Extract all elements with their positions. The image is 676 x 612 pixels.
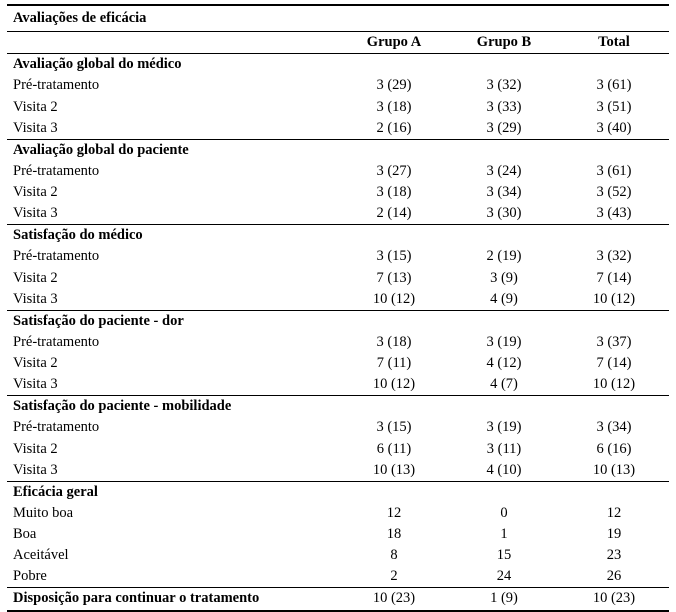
section-title-row: [7, 54, 669, 76]
row-value-grupo-a: 10 (12): [372, 376, 416, 393]
section-title-row: [7, 481, 669, 503]
row-value-grupo-a: 3 (29): [376, 77, 412, 94]
row-value-grupo-a: 3 (15): [376, 419, 412, 436]
row-value-grupo-b: 1: [500, 526, 508, 542]
row-value-grupo-b: 4 (9): [490, 290, 518, 307]
row-value-grupo-a: 3 (18): [376, 184, 412, 200]
row-value-grupo-a: 10 (12): [372, 290, 416, 307]
row-label: Pré-tratamento: [13, 419, 100, 436]
row-value-grupo-b: 4 (7): [490, 376, 518, 393]
final-row-value-grupo-b: 1 (9): [449, 588, 559, 611]
final-row-value-total: 10 (23): [559, 588, 669, 611]
row-value-total: 3 (61): [596, 162, 632, 179]
table-row: [7, 161, 669, 182]
row-value-grupo-a: 8: [390, 547, 398, 564]
table-row: [7, 118, 669, 140]
table-row: [7, 374, 669, 396]
section-title: Satisfação do paciente - dor: [7, 310, 339, 332]
row-label: Pobre: [13, 568, 47, 585]
row-value-total: 7 (14): [596, 269, 632, 286]
row-value-grupo-b: 3 (33): [486, 98, 522, 115]
table-row: [7, 75, 669, 96]
section-filler-b: [449, 396, 559, 418]
row-label: Visita 2: [13, 98, 58, 115]
row-label: Visita 3: [13, 205, 58, 222]
row-value-total: 26: [606, 568, 622, 585]
row-label: Visita 2: [13, 269, 58, 286]
section-filler-a: [339, 481, 449, 503]
section-filler-total: [559, 139, 669, 161]
caption-filler-total: [559, 5, 669, 32]
section-title-row: [7, 310, 669, 332]
section-filler-b: [449, 481, 559, 503]
section-title: Avaliação global do médico: [7, 54, 339, 76]
final-row-value-grupo-a: 10 (23): [339, 588, 449, 611]
row-value-grupo-a: 10 (13): [372, 461, 416, 478]
section-filler-a: [339, 139, 449, 161]
row-value-total: 3 (40): [596, 119, 632, 136]
section-filler-total: [559, 396, 669, 418]
row-value-grupo-b: 4 (10): [486, 461, 522, 478]
row-value-total: 7 (14): [596, 355, 632, 371]
table-row: [7, 545, 669, 566]
row-label: Muito boa: [13, 504, 74, 521]
row-value-grupo-b: 3 (32): [486, 77, 522, 94]
table-header-row: [7, 32, 669, 54]
row-value-total: 10 (12): [592, 290, 636, 307]
row-value-grupo-a: 2: [390, 568, 398, 585]
section-title-row: [7, 396, 669, 418]
column-header-grupo-b: Grupo B: [449, 32, 559, 54]
row-value-total: 3 (43): [596, 205, 632, 222]
table-caption: Avaliações de eficácia: [7, 5, 339, 32]
row-label: Visita 3: [13, 461, 58, 478]
row-label: Visita 3: [13, 119, 58, 136]
table-row: [7, 566, 669, 588]
row-value-grupo-b: 3 (30): [486, 205, 522, 222]
row-value-grupo-b: 3 (9): [490, 269, 518, 286]
row-value-total: 3 (37): [596, 333, 632, 350]
row-value-grupo-b: 2 (19): [486, 248, 522, 265]
row-value-total: 3 (61): [596, 77, 632, 94]
table-row: [7, 460, 669, 482]
section-title-row: [7, 225, 669, 247]
column-header-grupo-a: Grupo A: [339, 32, 449, 54]
section-filler-total: [559, 54, 669, 76]
column-header-blank: [7, 32, 339, 54]
row-value-grupo-a: 18: [386, 526, 402, 542]
section-filler-a: [339, 310, 449, 332]
caption-filler-a: [339, 5, 449, 32]
table-caption-row: [7, 5, 669, 32]
row-value-total: 12: [606, 504, 622, 521]
table-row: [7, 268, 669, 289]
efficacy-table: [7, 4, 669, 612]
row-value-grupo-b: 0: [500, 504, 508, 521]
section-filler-total: [559, 481, 669, 503]
row-value-grupo-b: 3 (29): [486, 119, 522, 136]
row-value-grupo-a: 3 (18): [376, 333, 412, 350]
row-value-total: 10 (12): [592, 376, 636, 393]
section-filler-total: [559, 310, 669, 332]
row-label: Pré-tratamento: [13, 162, 100, 179]
row-label: Visita 2: [13, 440, 58, 457]
section-title-row: [7, 139, 669, 161]
table-row: [7, 439, 669, 460]
table-row: [7, 97, 669, 118]
row-value-grupo-b: 3 (24): [486, 162, 522, 179]
row-value-grupo-a: 7 (11): [376, 355, 412, 371]
section-title: Satisfação do paciente - mobilidade: [7, 396, 339, 418]
row-value-grupo-a: 7 (13): [376, 269, 412, 286]
row-value-grupo-a: 3 (27): [376, 162, 412, 179]
row-label: Pré-tratamento: [13, 77, 100, 94]
row-value-total: 6 (16): [596, 440, 632, 457]
row-value-grupo-b: 4 (12): [486, 355, 522, 371]
row-value-grupo-a: 2 (16): [376, 119, 412, 136]
row-value-total: 3 (52): [596, 184, 632, 200]
row-value-grupo-a: 2 (14): [376, 205, 412, 222]
row-value-grupo-b: 3 (11): [486, 440, 522, 457]
row-value-total: 23: [606, 547, 622, 564]
column-header-total: Total: [559, 32, 669, 54]
section-filler-b: [449, 310, 559, 332]
table-row: [7, 182, 669, 203]
row-value-total: 3 (51): [596, 98, 632, 115]
row-value-total: 19: [606, 526, 622, 542]
section-filler-a: [339, 225, 449, 247]
section-filler-b: [449, 225, 559, 247]
row-value-grupo-b: 3 (19): [486, 419, 522, 436]
row-label: Visita 2: [13, 184, 58, 200]
row-value-grupo-a: 6 (11): [376, 440, 412, 457]
row-label: Aceitável: [13, 547, 69, 564]
row-label: Visita 3: [13, 290, 58, 307]
section-filler-a: [339, 396, 449, 418]
table-row: [7, 332, 669, 353]
table-row: [7, 246, 669, 267]
table-row: [7, 503, 669, 524]
row-value-grupo-b: 3 (34): [486, 184, 522, 200]
final-row-label: Disposição para continuar o tratamento: [7, 588, 339, 611]
caption-filler-b: [449, 5, 559, 32]
row-label: Visita 3: [13, 376, 58, 393]
row-value-total: 3 (34): [596, 419, 632, 436]
table-row: [7, 289, 669, 311]
section-filler-total: [559, 225, 669, 247]
row-value-total: 3 (32): [596, 248, 632, 265]
section-title: Avaliação global do paciente: [7, 139, 339, 161]
section-filler-b: [449, 54, 559, 76]
document-page: [0, 4, 676, 611]
section-title: Satisfação do médico: [7, 225, 339, 247]
row-label: Pré-tratamento: [13, 333, 100, 350]
section-title: Eficácia geral: [7, 481, 339, 503]
row-label: Pré-tratamento: [13, 248, 100, 265]
row-label: Visita 2: [13, 355, 58, 371]
table-row: [7, 417, 669, 438]
table-row: [7, 203, 669, 225]
final-row: [7, 588, 669, 611]
row-value-grupo-b: 24: [496, 568, 512, 585]
row-value-grupo-a: 3 (18): [376, 98, 412, 115]
section-filler-a: [339, 54, 449, 76]
row-value-grupo-b: 15: [496, 547, 512, 564]
table-row: [7, 524, 669, 545]
row-value-grupo-a: 12: [386, 504, 402, 521]
row-value-total: 10 (13): [592, 461, 636, 478]
row-value-grupo-a: 3 (15): [376, 248, 412, 265]
section-filler-b: [449, 139, 559, 161]
row-value-grupo-b: 3 (19): [486, 333, 522, 350]
row-label: Boa: [13, 526, 37, 542]
table-row: [7, 353, 669, 374]
